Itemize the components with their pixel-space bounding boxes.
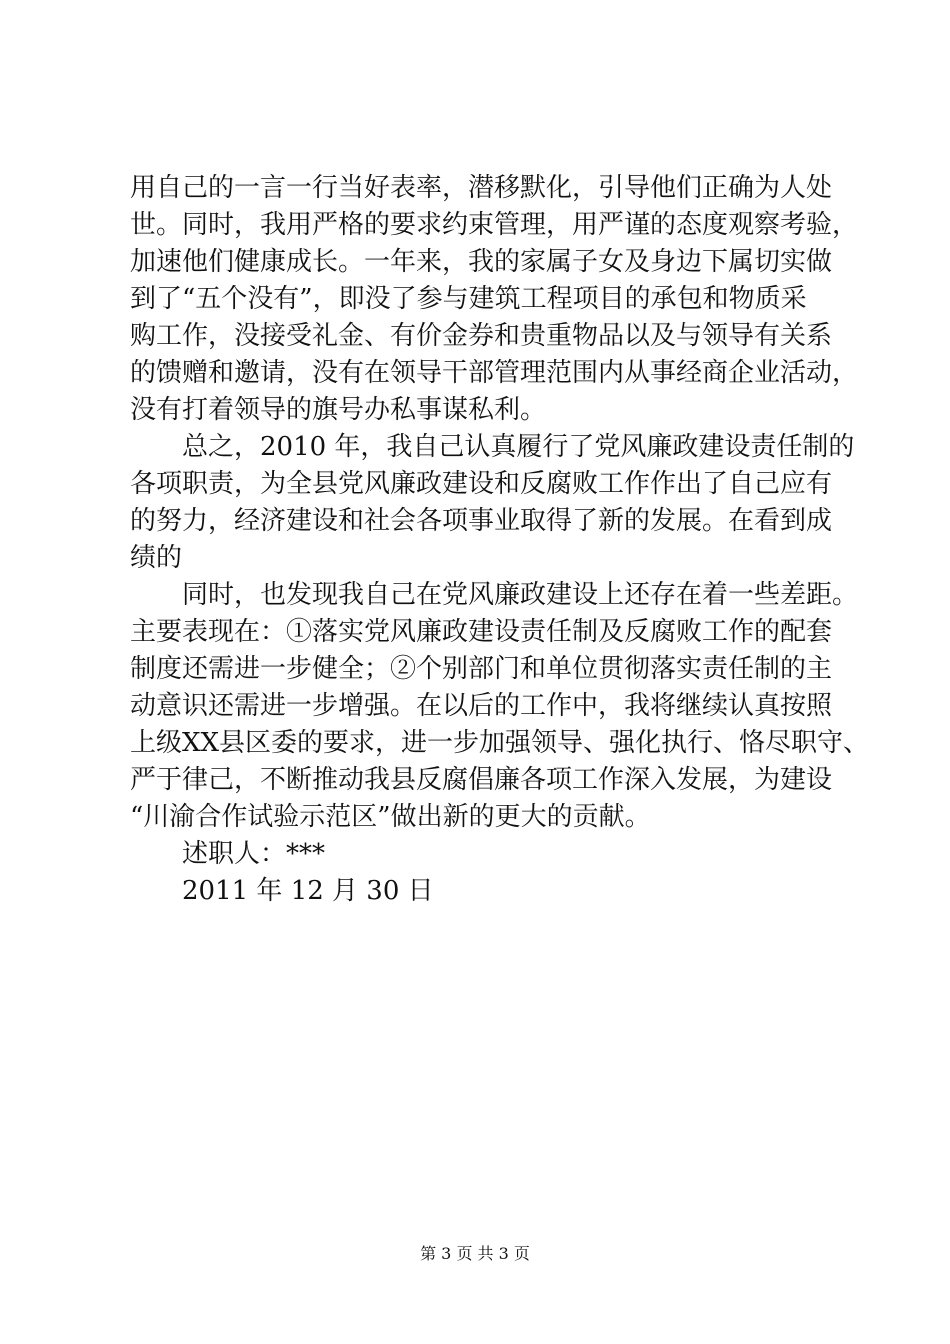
text-line: 到了“五个没有”，即没了参与建筑工程项目的承包和物质采 <box>130 284 807 314</box>
text-line: 世。同时，我用严格的要求约束管理，用严谨的态度观察考验， <box>130 210 859 240</box>
text-line: 的馈赠和邀请，没有在领导干部管理范围内从事经商企业活动， <box>130 358 859 388</box>
text-line: “川渝合作试验示范区”做出新的更大的贡献。 <box>130 802 651 832</box>
text-line: 总之，2010 年，我自己认真履行了党风廉政建设责任制的 <box>182 432 855 462</box>
text-line: 主要表现在：①落实党风廉政建设责任制及反腐败工作的配套 <box>130 617 833 647</box>
paragraph-3 <box>130 577 870 836</box>
document-body <box>130 170 870 910</box>
date: 2011 年 12 月 30 日 <box>182 876 434 906</box>
text-line: 的努力，经济建设和社会各项事业取得了新的发展。在看到成 <box>130 506 833 536</box>
text-line: 制度还需进一步健全；②个别部门和单位贯彻落实责任制的主 <box>130 654 833 684</box>
text-line: 购工作，没接受礼金、有价金券和贵重物品以及与领导有关系 <box>130 321 833 351</box>
text-line: 上级XX县区委的要求，进一步加强领导、强化执行、恪尽职守、 <box>130 728 870 758</box>
paragraph-2 <box>130 429 855 577</box>
signature: 述职人：*** <box>182 839 326 869</box>
text-line: 没有打着领导的旗号办私事谋私利。 <box>130 395 547 425</box>
text-line: 各项职责，为全县党风廉政建设和反腐败工作作出了自己应有 <box>130 469 833 499</box>
text-line: 加速他们健康成长。一年来，我的家属子女及身边下属切实做 <box>130 247 833 277</box>
text-line: 用自己的一言一行当好表率，潜移默化，引导他们正确为人处 <box>130 173 833 203</box>
text-line: 同时，也发现我自己在党风廉政建设上还存在着一些差距。 <box>182 580 859 610</box>
page-number: 第 3 页 共 3 页 <box>420 1244 530 1263</box>
text-line: 绩的 <box>130 543 183 573</box>
paragraph-1 <box>130 170 859 429</box>
text-line: 严于律己，不断推动我县反腐倡廉各项工作深入发展，为建设 <box>130 765 833 795</box>
text-line: 动意识还需进一步增强。在以后的工作中，我将继续认真按照 <box>130 691 833 721</box>
